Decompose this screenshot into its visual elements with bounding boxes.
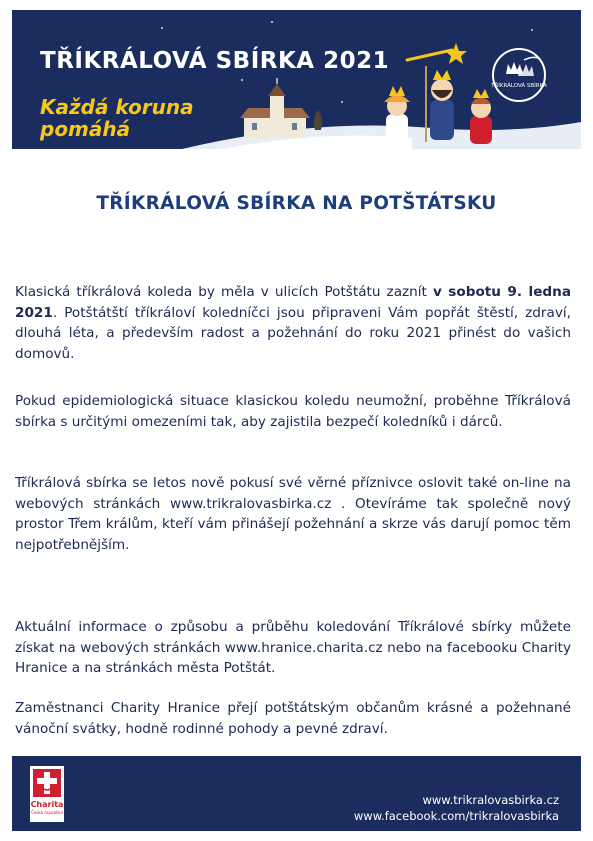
- three-kings-illustration: [384, 66, 492, 144]
- banner-title: TŘÍKRÁLOVÁ SBÍRKA 2021: [40, 48, 390, 74]
- trikralova-sbirka-logo: [492, 48, 546, 102]
- logo-text: TŘÍKRÁLOVÁ SBÍRKA: [491, 83, 547, 89]
- paragraph-online: Tříkrálová sbírka se letos nově pokusí své věrné příznivce oslovit také on-line na webových stránkách www.trikralovasbirka.cz . Otevíráme tak společně nový prostor Třem králům, kteří vám přinášejí požehnání a skrze vás darují pomoc těm nejpotřebnějším.: [15, 475, 571, 554]
- banner-slogan: [40, 96, 194, 140]
- slogan-line-2: pomáhá: [40, 117, 131, 141]
- footer-banner: [12, 756, 581, 831]
- p1-text-end: . Potštátští tříkráloví koledníčci jsou připraveni Vám popřát štěstí, zdraví, dlouhá léta, a především radost a požehnání do roku 2021 přinést do vašich domovů.: [15, 304, 571, 363]
- document-title: TŘÍKRÁLOVÁ SBÍRKA NA POTŠTÁTSKU: [96, 193, 497, 214]
- p1-date-bold: v sobotu 9. ledna 2021: [15, 284, 571, 321]
- footer-links: [354, 792, 559, 824]
- website-link[interactable]: www.trikralovasbirka.cz: [422, 793, 559, 807]
- paragraph-epidemic: Pokud epidemiologická situace klasickou koledu neumožní, proběhne Tříkrálová sbírka s určitými omezeními tak, aby zajistila bezpečí koledníků i dárců.: [15, 393, 571, 430]
- paragraph-wishes: Zaměstnanci Charity Hranice přejí potštátským občanům krásné a požehnané vánoční svátky, hodně rodinné pohody a pevné zdraví.: [15, 700, 571, 737]
- charita-name: Charita: [30, 800, 64, 809]
- slogan-line-1: Každá koruna: [40, 95, 194, 119]
- facebook-link[interactable]: www.facebook.com/trikralovasbirka: [353, 809, 559, 823]
- paragraph-information: Aktuální informace o způsobu a průběhu koledování Tříkrálové sbírky můžete získat na webových stránkách www.hranice.charita.cz nebo na facebooku Charity Hranice a na stránkách města Potštát.: [15, 619, 571, 677]
- charita-subtitle: Česká republika: [31, 810, 63, 815]
- charita-logo: [30, 766, 64, 822]
- church-icon: [240, 78, 310, 138]
- star-icon: [407, 43, 467, 64]
- header-banner: [12, 10, 581, 149]
- charita-cross-icon: [33, 769, 61, 797]
- paragraph-date: [15, 282, 571, 365]
- p1-text-start: Klasická tříkrálová koleda by měla v ulicích Potštátu zaznít: [15, 284, 433, 300]
- crowns-icon: [494, 50, 544, 100]
